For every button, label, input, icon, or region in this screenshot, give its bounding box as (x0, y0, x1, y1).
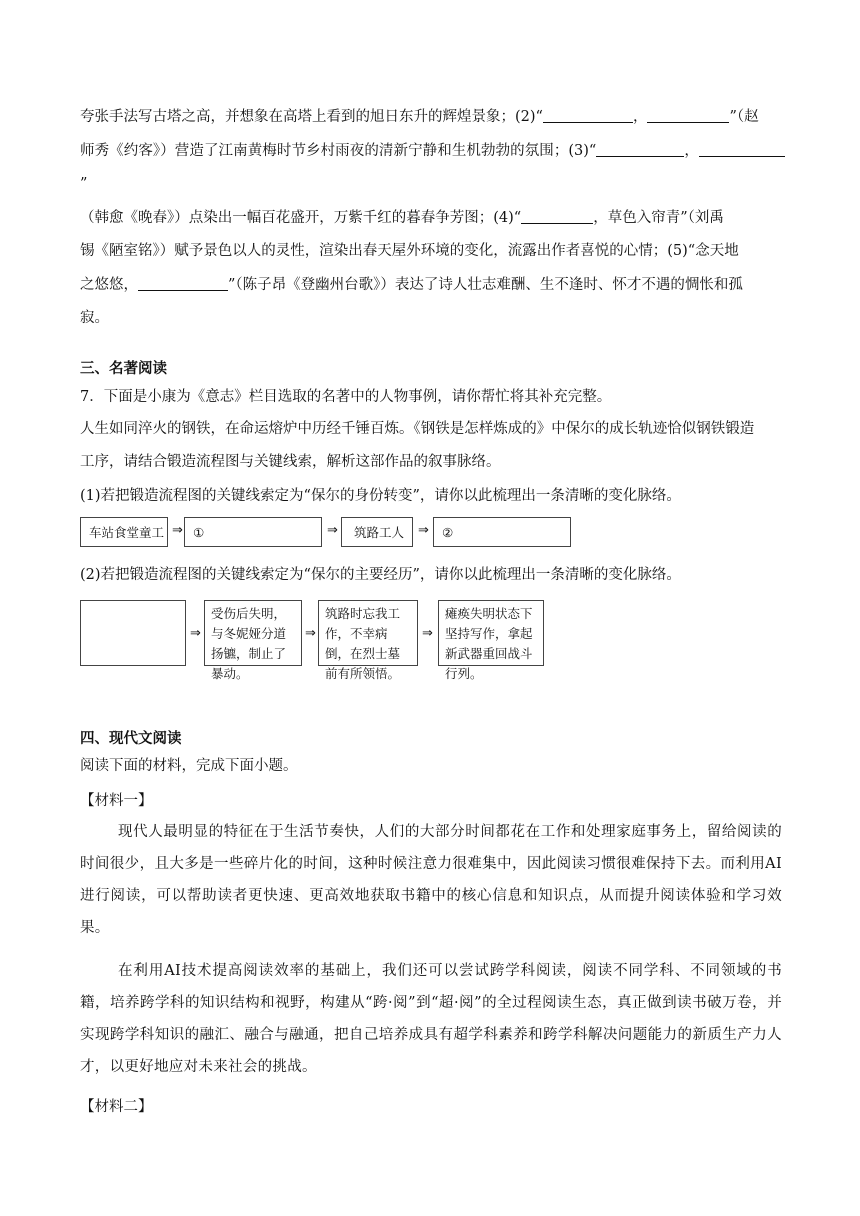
flow1-step-3: 筑路工人 (341, 517, 413, 547)
answer-blank[interactable] (596, 138, 684, 157)
material-1-label: 【材料一】 (80, 793, 153, 809)
arrow-icon: ⇒ (327, 523, 338, 538)
text: ”（陈子昂《登幽州台歌》）表达了诗人壮志难酬、生不逢时、怀才不遇的惆怅和孤 (228, 276, 743, 293)
text: 师秀《约客》）营造了江南黄梅时节乡村雨夜的清新宁静和生机勃勃的氛围；(3)“ (80, 142, 597, 159)
flow2-step-1-blank[interactable] (80, 600, 186, 666)
sub-question-2: (2)若把锻造流程图的关键线索定为“保尔的主要经历”，请你以此梳理出一条清晰的变化脉络。 (80, 567, 681, 583)
text: 寂。 (80, 310, 109, 326)
material-1-paragraph-1: 现代人最明显的特征在于生活节奏快，人们的大部分时间都花在工作和处理家庭事务上，留给阅读的时间很少，且大多是一些碎片化的时间，这种时候注意力很难集中，因此阅读习惯很难保持下去。而利用AI进行阅读，可以帮助读者更快速、更高效地获取书籍中的核心信息和知识点，从而提升阅读体验和学习效果。 (80, 824, 782, 936)
intro-line-1: 人生如同淬火的钢铁，在命运熔炉中历经千锤百炼。《钢铁是怎样炼成的》中保尔的成长轨迹恰似钢铁锻造 (80, 421, 755, 437)
arrow-icon: ⇒ (172, 523, 183, 538)
instruction: 阅读下面的材料，完成下面小题。 (80, 758, 298, 774)
flow2-step-4: 瘫痪失明状态下坚持写作，拿起新武器重回战斗行列。 (438, 600, 544, 666)
section-heading: 四、现代文阅读 (80, 731, 182, 747)
material-2-label: 【材料二】 (80, 1099, 153, 1115)
text: 之悠悠， (80, 276, 138, 293)
text: （韩愈《晚春》）点染出一幅百花盛开，万紫千红的暮春争芳图；(4)“ (80, 209, 522, 226)
text: ” (80, 176, 88, 192)
arrow-icon: ⇒ (305, 626, 316, 641)
flow2-step-3: 筑路时忘我工作，不幸病倒，在烈士墓前有所领悟。 (318, 600, 418, 666)
arrow-icon: ⇒ (190, 626, 201, 641)
text: ， (684, 142, 700, 159)
flow2-step-2: 受伤后失明，与冬妮娅分道扬镳，制止了暴动。 (204, 600, 302, 666)
arrow-icon: ⇒ (422, 626, 433, 641)
text: ，草色入帘青”（刘禹 (593, 209, 724, 226)
answer-blank[interactable] (647, 104, 729, 123)
flow1-step-4-blank[interactable]: ② (433, 517, 571, 547)
question-7: 7．下面是小康为《意志》栏目选取的名著中的人物事例，请你帮忙将其补充完整。 (80, 389, 612, 405)
text: ”（赵 (729, 109, 759, 125)
text: ， (632, 109, 648, 125)
section-heading: 三、名著阅读 (80, 361, 167, 377)
material-1-paragraph-2: 在利用AI技术提高阅读效率的基础上，我们还可以尝试跨学科阅读，阅读不同学科、不同领域的书籍，培养跨学科的知识结构和视野，构建从“跨·阅”到“超·阅”的全过程阅读生态，真正做到读书破万卷，并实现跨学科知识的融汇、融合与融通，把自己培养成具有超学科素养和跨学科解决问题能力的新质生产力人才，以更好地应对未来社会的挑战。 (80, 963, 782, 1075)
sub-question-1: (1)若把锻造流程图的关键线索定为“保尔的身份转变”，请你以此梳理出一条清晰的变化脉络。 (80, 488, 681, 504)
text: 锡《陋室铭》）赋予景色以人的灵性，渲染出春天屋外环境的变化，流露出作者喜悦的心情；(5)“念天地 (80, 243, 739, 259)
flow1-step-2-blank[interactable]: ① (184, 517, 322, 547)
poem-fill-in-paragraph (80, 101, 785, 336)
flow1-step-1: 车站食堂童工 (80, 517, 168, 547)
answer-blank[interactable] (521, 205, 593, 224)
answer-blank[interactable] (543, 104, 633, 123)
intro-line-2: 工序，请结合锻造流程图与关键线索，解析这部作品的叙事脉络。 (80, 454, 501, 470)
answer-blank[interactable] (699, 138, 785, 157)
text: 夸张手法写古塔之高，并想象在高塔上看到的旭日东升的辉煌景象；(2)“ (80, 109, 543, 125)
answer-blank[interactable] (138, 272, 228, 291)
arrow-icon: ⇒ (418, 523, 429, 538)
